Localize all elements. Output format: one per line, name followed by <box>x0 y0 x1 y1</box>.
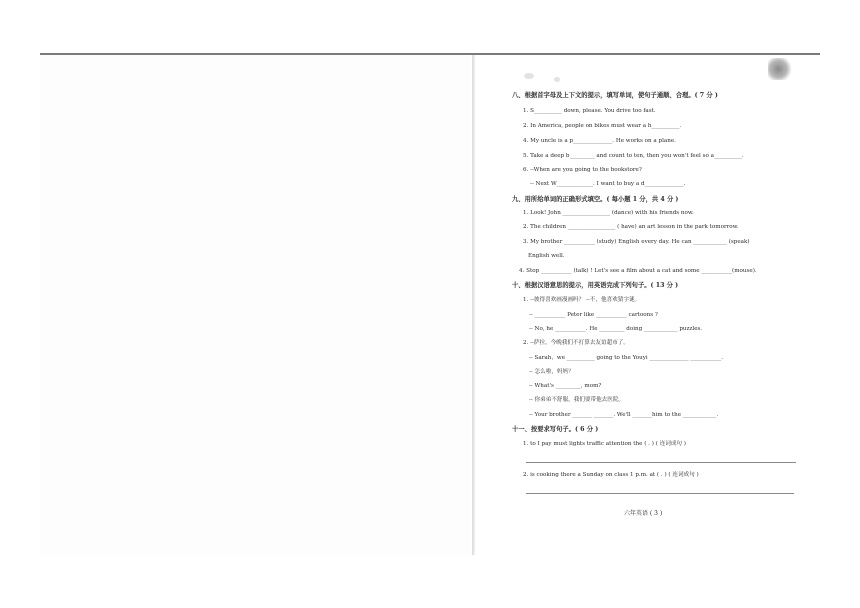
answer-line <box>526 462 796 463</box>
section10-item: -- No, he ___________. He _________ doing ____________ puzzles. <box>529 326 703 332</box>
section11-title: 十一、按要求写句子。( 6 分 ) <box>512 426 599 433</box>
scan-smudge <box>524 73 534 79</box>
section11-item: 1. to I pay must lights traffic attention the ( . ) ( 连词成句 ) <box>523 441 686 447</box>
corner-stain <box>768 58 794 80</box>
page-footer: 六年英语 ( 3 ) <box>624 510 663 517</box>
section11-item: 2. is cooking there a Sunday on class 1 p.m. at ( . ) ( 连词成句 ) <box>523 472 699 478</box>
page-fold <box>472 55 475 555</box>
section10-item: -- What's _________, mom? <box>529 383 602 389</box>
section10-title: 十、根据汉语意思的提示，用英语完成下列句子。( 13 分 ) <box>512 282 679 289</box>
blank-left-page <box>40 55 470 555</box>
section10-item: -- 你弟弟不舒服，我们要带他去医院。 <box>529 397 625 403</box>
section8-item: 2. In America, people on bikes must wear a h__________. <box>523 123 682 129</box>
section8-item: 5. Take a deep b_________ and count to ten, then you won't feel so a__________. <box>523 153 744 159</box>
answer-line <box>526 493 794 494</box>
exam-page <box>476 55 820 555</box>
section8-item: 1. S__________ down, please. You drive too fast. <box>523 108 656 114</box>
section10-item: -- Your brother _______ _______. We'll _______him to the ____________. <box>529 412 719 418</box>
section9-item: 2. The children _________________ ( have) an art lesson in the park tomorrow. <box>523 224 739 230</box>
scan-smudge <box>554 77 560 82</box>
section10-item: -- 怎么啦，妈妈？ <box>529 369 574 375</box>
section8-item: -- Next W_____________. I want to buy a d______________. <box>530 181 686 187</box>
section9-item: 4. Stop ___________ (talk) ! Let's see a film about a cat and some ___________(mouse). <box>519 268 757 274</box>
section9-item: English well. <box>528 253 565 259</box>
section10-item: -- Sarah，we __________ going to the Youyi ______________ ___________. <box>529 355 723 361</box>
section9-item: 1. Look! John _________________ (dance) with his friends now. <box>523 210 694 216</box>
section9-item: 3. My brother ___________ (study) English every day. He can ____________ (speak) <box>523 239 750 245</box>
section10-item: 2. --萨拉，今晚我们不打算去友谊超市了。 <box>523 340 629 346</box>
section8-item: 6. --When are you going to the bookstore? <box>523 167 642 173</box>
section8-title: 八、根据首字母及上下文的提示，填写单词，使句子通顺、合理。( 7 分 ) <box>512 92 718 99</box>
section10-item: -- ___________ Peter like ___________ cartoons ? <box>529 312 658 318</box>
section8-item: 4. My uncle is a p______________. He works on a plane. <box>523 138 676 144</box>
section10-item: 1. --彼得喜欢画漫画吗？ --不，他喜欢猜字谜。 <box>523 297 641 303</box>
section9-title: 九、用所给单词的正确形式填空。( 每小题 1 分，共 4 分 ) <box>512 196 679 203</box>
